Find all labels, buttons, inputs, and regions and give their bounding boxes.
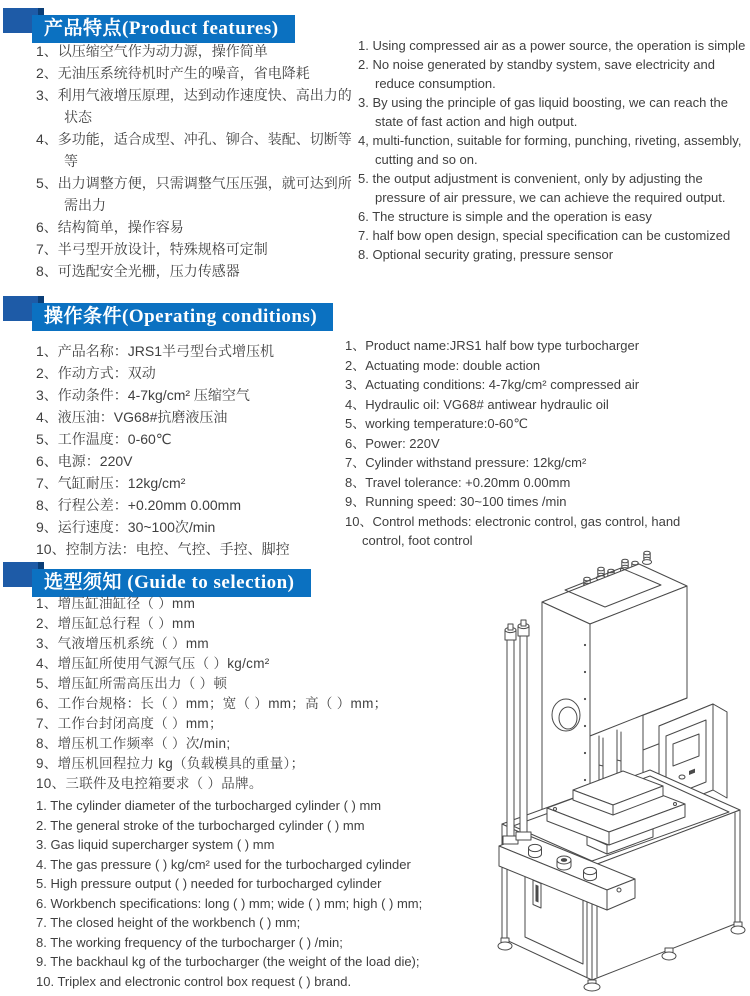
list-item: 4、多功能，适合成型、冲孔、铆合、装配、切断等等: [36, 131, 352, 169]
list-item: 1. Using compressed air as a power source, the operation is simple: [358, 38, 746, 53]
list-item: 5. the output adjustment is convenient, only by adjusting the pressure of air pressure, we can achieve the required output.: [358, 171, 726, 205]
list-item: 2. No noise generated by standby system, save electricity and reduce consumption.: [358, 57, 715, 91]
list-item: 7、工作台封闭高度（ ）mm；: [36, 716, 223, 731]
list-item: 8、行程公差：+0.20mm 0.00mm: [36, 497, 241, 513]
machine-line-drawing: [447, 540, 747, 992]
list-item: 8、可选配安全光栅，压力传感器: [36, 263, 240, 279]
list-item: 2、Actuating mode: double action: [345, 357, 541, 373]
guide-to-selection-en-list: [36, 796, 506, 991]
list-item: 4、液压油：VG68#抗磨液压油: [36, 409, 228, 425]
operating-conditions-en-list: [345, 336, 717, 551]
door-handle: [533, 880, 541, 908]
list-item: 7、Cylinder withstand pressure: 12kg/cm²: [345, 455, 587, 470]
list-item: 6、工作台规格：长（ ）mm；宽（ ）mm；高（ ）mm；: [36, 696, 388, 711]
section-title: 选型须知 (Guide to selection): [32, 569, 311, 597]
product-features-en-list: [358, 36, 750, 264]
list-item: 10、Control methods: electronic control, gas control, hand control, foot control: [345, 513, 681, 548]
list-item: 6. Workbench specifications: long ( ) mm; wide ( ) mm; high ( ) mm;: [36, 895, 423, 911]
list-item: 2、增压缸总行程（ ）mm: [36, 616, 196, 631]
list-item: 4. The gas pressure ( ) kg/cm² used for the turbocharged cylinder: [36, 856, 411, 872]
list-item: 7. The closed height of the workbench ( ) mm;: [36, 915, 301, 930]
list-item: 1. The cylinder diameter of the turbocharged cylinder ( ) mm: [36, 798, 382, 813]
list-item: 5、出力调整方便，只需调整气压压强，就可达到所需出力: [36, 175, 352, 213]
list-item: 1、以压缩空气作为动力源，操作简单: [36, 43, 268, 59]
list-item: 6、电源：220V: [36, 453, 133, 469]
list-item: 3. By using the principle of gas liquid boosting, we can reach the state of fast action and high output.: [358, 95, 729, 129]
list-item: 2. The general stroke of the turbocharged cylinder ( ) mm: [36, 817, 365, 833]
operating-conditions-cn-list: [36, 340, 366, 560]
list-item: 8. Optional security grating, pressure sensor: [358, 247, 614, 262]
list-item: 5、增压缸所需高压出力（ ）顿: [36, 676, 228, 691]
list-item: 2、作动方式：双动: [36, 365, 156, 381]
list-item: 4, multi-function, suitable for forming, punching, riveting, assembly, cutting and so on.: [358, 133, 742, 167]
list-item: 1、增压缸油缸径（ ）mm: [36, 596, 196, 611]
list-item: 1、Product name:JRS1 half bow type turbocharger: [345, 338, 640, 353]
list-item: 5. High pressure output ( ) needed for turbocharged cylinder: [36, 876, 382, 891]
guide-to-selection-cn-list: [36, 594, 472, 794]
list-item: 3、作动条件：4-7kg/cm² 压缩空气: [36, 387, 250, 403]
list-item: 9、运行速度：30~100次/min: [36, 519, 216, 535]
list-item: 5、working temperature:0-60℃: [345, 416, 528, 431]
list-item: 4、增压缸所使用气源气压（ ）kg/cm²: [36, 656, 270, 671]
list-item: 6、Power: 220V: [345, 435, 440, 451]
list-item: 1、产品名称：JRS1半弓型台式增压机: [36, 343, 275, 359]
list-item: 7、半弓型开放设计，特殊规格可定制: [36, 241, 268, 257]
list-item: 3. Gas liquid supercharger system ( ) mm: [36, 837, 275, 852]
list-item: 10、三联件及电控箱要求（ ）品牌。: [36, 776, 263, 791]
list-item: 8. The working frequency of the turbocharger ( ) /min;: [36, 934, 343, 950]
list-item: 8、Travel tolerance: +0.20mm 0.00mm: [345, 474, 571, 490]
list-item: 3、气液增压机系统（ ）mm: [36, 636, 209, 651]
list-item: 10、控制方法：电控、气控、手控、脚控: [36, 541, 290, 557]
list-item: 3、利用气液增压原理，达到动作速度快、高出力的状态: [36, 87, 352, 125]
list-item: 4、Hydraulic oil: VG68# antiwear hydraulic oil: [345, 396, 609, 412]
list-item: 2、无油压系统待机时产生的噪音，省电降耗: [36, 65, 310, 81]
list-item: 7. half bow open design, special specification can be customized: [358, 228, 731, 243]
product-features-cn-list: [36, 40, 362, 282]
list-item: 7、气缸耐压：12kg/cm²: [36, 475, 186, 491]
list-item: 9、Running speed: 30~100 times /min: [345, 494, 567, 509]
list-item: 8、增压机工作频率（ ）次/min;: [36, 736, 231, 751]
section-title: 操作条件(Operating conditions): [32, 303, 333, 331]
list-item: 3、Actuating conditions: 4-7kg/cm² compressed air: [345, 377, 640, 392]
list-item: 6、结构简单，操作容易: [36, 219, 184, 235]
list-item: 5、工作温度：0-60℃: [36, 431, 172, 447]
list-item: 9、增压机回程拉力 kg（负载模具的重量）；: [36, 756, 305, 771]
list-item: 9. The backhaul kg of the turbocharger (the weight of the load die);: [36, 954, 420, 969]
light-curtain-bars: [503, 620, 531, 844]
list-item: 10. Triplex and electronic control box request ( ) brand.: [36, 973, 352, 989]
section-title: 产品特点(Product features): [32, 15, 295, 43]
list-item: 6. The structure is simple and the operation is easy: [358, 209, 652, 224]
